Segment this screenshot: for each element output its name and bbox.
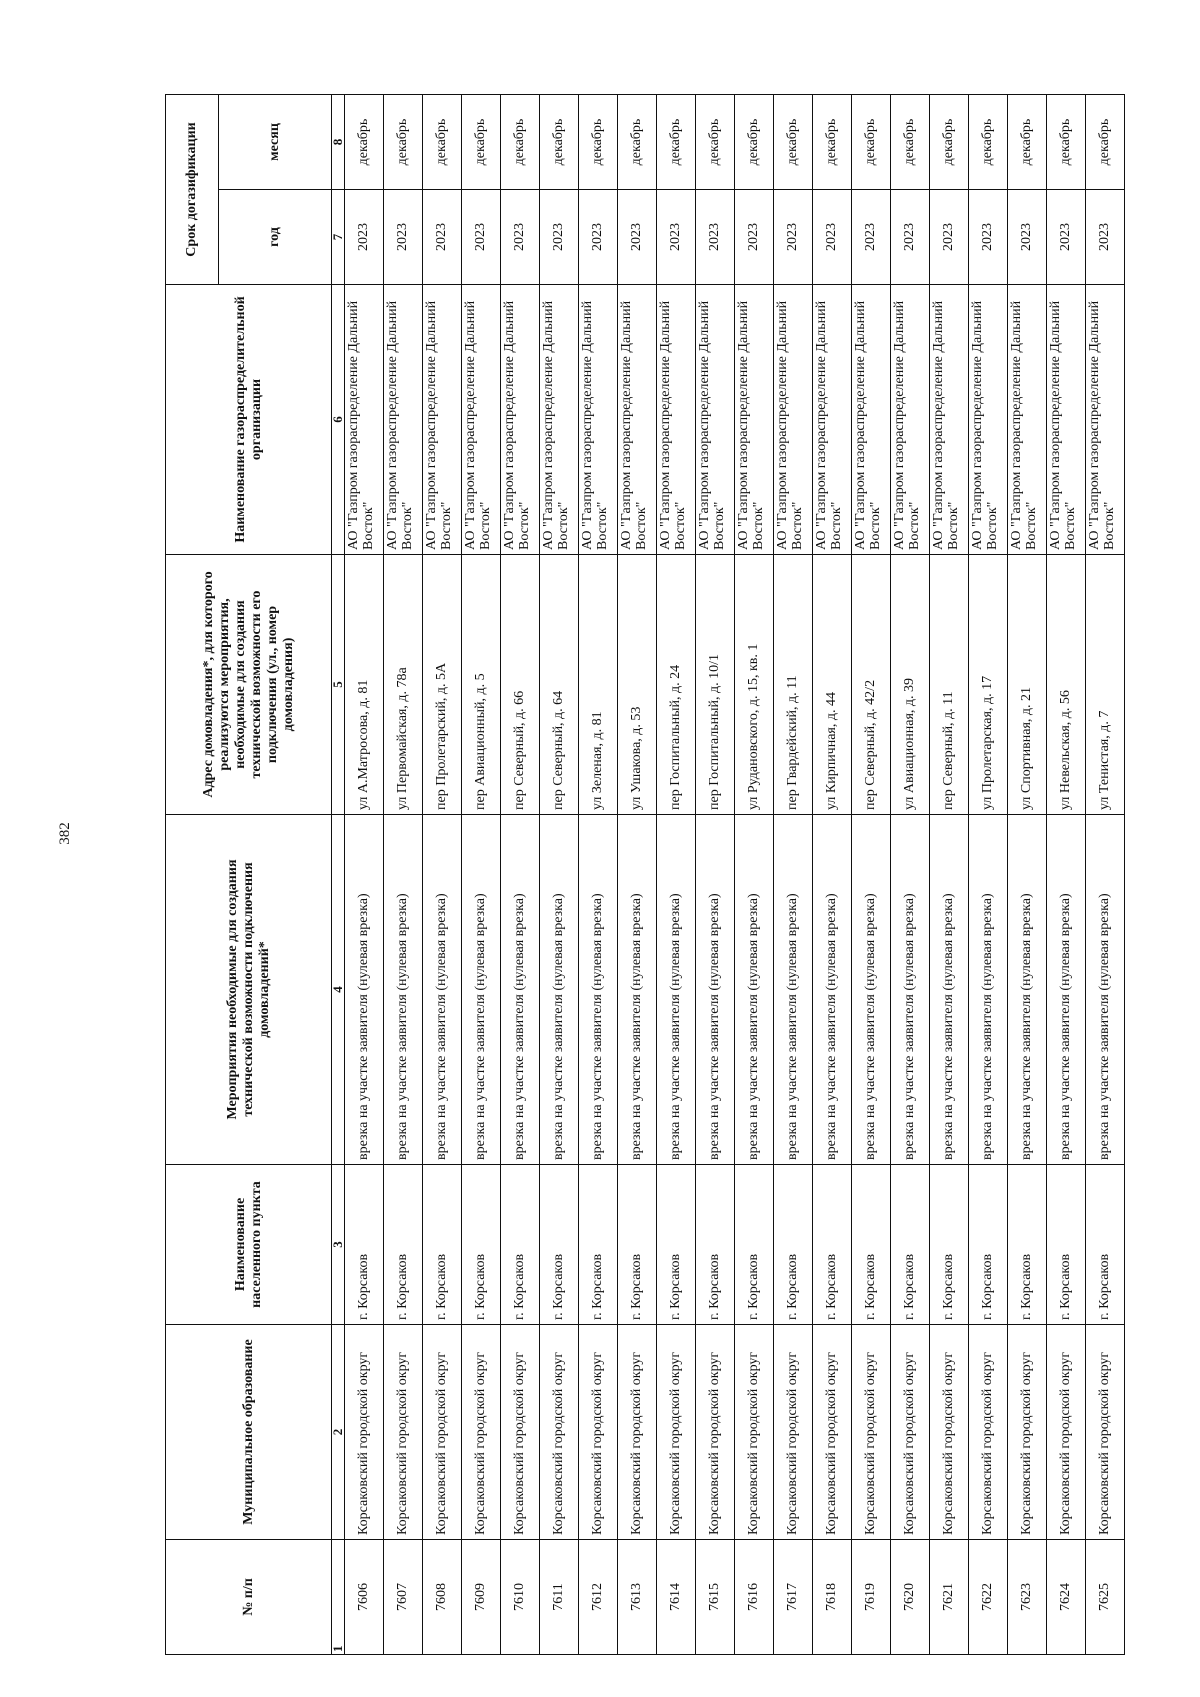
month-cell: декабрь bbox=[735, 95, 774, 190]
address-cell: ул Рудановского, д. 15, кв. 1 bbox=[735, 555, 774, 815]
month-cell: декабрь bbox=[1086, 95, 1125, 190]
row-number: 7612 bbox=[579, 1540, 618, 1655]
settlement-cell: г. Корсаков bbox=[540, 1165, 579, 1325]
month-cell: декабрь bbox=[462, 95, 501, 190]
header-year: год bbox=[219, 190, 332, 285]
month-cell: декабрь bbox=[423, 95, 462, 190]
row-number: 7617 bbox=[774, 1540, 813, 1655]
address-cell: ул Авиационная, д. 39 bbox=[891, 555, 930, 815]
row-number: 7606 bbox=[345, 1540, 384, 1655]
measure-cell: врезка на участке заявителя (нулевая врезка) bbox=[579, 815, 618, 1165]
year-cell: 2023 bbox=[384, 190, 423, 285]
table-row bbox=[1086, 95, 1125, 1655]
measure-cell: врезка на участке заявителя (нулевая врезка) bbox=[384, 815, 423, 1165]
settlement-cell: г. Корсаков bbox=[1047, 1165, 1086, 1325]
settlement-cell: г. Корсаков bbox=[501, 1165, 540, 1325]
month-cell: декабрь bbox=[657, 95, 696, 190]
column-number: 3 bbox=[332, 1165, 345, 1325]
header-measures: Мероприятия необходимые для создания технической возможности подключения домовладений* bbox=[166, 815, 332, 1165]
measure-cell: врезка на участке заявителя (нулевая врезка) bbox=[813, 815, 852, 1165]
organization-cell: АО "Газпром газораспределение Дальний Восток" bbox=[891, 285, 930, 555]
municipality-cell: Корсаковский городской округ bbox=[852, 1325, 891, 1540]
municipality-cell: Корсаковский городской округ bbox=[735, 1325, 774, 1540]
measure-cell: врезка на участке заявителя (нулевая врезка) bbox=[852, 815, 891, 1165]
header-month: месяц bbox=[219, 95, 332, 190]
address-cell: ул Кирпичная, д. 44 bbox=[813, 555, 852, 815]
table-row bbox=[930, 95, 969, 1655]
header-settlement: Наименование населенного пункта bbox=[166, 1165, 332, 1325]
year-cell: 2023 bbox=[423, 190, 462, 285]
month-cell: декабрь bbox=[852, 95, 891, 190]
settlement-cell: г. Корсаков bbox=[462, 1165, 501, 1325]
measure-cell: врезка на участке заявителя (нулевая врезка) bbox=[423, 815, 462, 1165]
table-header bbox=[166, 95, 345, 1655]
address-cell: пер Северный, д. 64 bbox=[540, 555, 579, 815]
settlement-cell: г. Корсаков bbox=[735, 1165, 774, 1325]
year-cell: 2023 bbox=[501, 190, 540, 285]
municipality-cell: Корсаковский городской округ bbox=[1008, 1325, 1047, 1540]
measure-cell: врезка на участке заявителя (нулевая врезка) bbox=[1047, 815, 1086, 1165]
table-row bbox=[384, 95, 423, 1655]
organization-cell: АО "Газпром газораспределение Дальний Восток" bbox=[579, 285, 618, 555]
address-cell: ул Спортивная, д. 21 bbox=[1008, 555, 1047, 815]
column-number: 6 bbox=[332, 285, 345, 555]
month-cell: декабрь bbox=[813, 95, 852, 190]
organization-cell: АО "Газпром газораспределение Дальний Восток" bbox=[462, 285, 501, 555]
settlement-cell: г. Корсаков bbox=[1008, 1165, 1047, 1325]
municipality-cell: Корсаковский городской округ bbox=[774, 1325, 813, 1540]
organization-cell: АО "Газпром газораспределение Дальний Восток" bbox=[657, 285, 696, 555]
month-cell: декабрь bbox=[1008, 95, 1047, 190]
settlement-cell: г. Корсаков bbox=[345, 1165, 384, 1325]
measure-cell: врезка на участке заявителя (нулевая врезка) bbox=[657, 815, 696, 1165]
measure-cell: врезка на участке заявителя (нулевая врезка) bbox=[969, 815, 1008, 1165]
year-cell: 2023 bbox=[696, 190, 735, 285]
table-row bbox=[462, 95, 501, 1655]
header-number: № п/п bbox=[166, 1540, 332, 1655]
municipality-cell: Корсаковский городской округ bbox=[813, 1325, 852, 1540]
municipality-cell: Корсаковский городской округ bbox=[579, 1325, 618, 1540]
table-row bbox=[774, 95, 813, 1655]
month-cell: декабрь bbox=[696, 95, 735, 190]
header-organization: Наименование газораспределительной организации bbox=[166, 285, 332, 555]
municipality-cell: Корсаковский городской округ bbox=[345, 1325, 384, 1540]
measure-cell: врезка на участке заявителя (нулевая врезка) bbox=[462, 815, 501, 1165]
table-row bbox=[501, 95, 540, 1655]
organization-cell: АО "Газпром газораспределение Дальний Восток" bbox=[774, 285, 813, 555]
table-row bbox=[813, 95, 852, 1655]
year-cell: 2023 bbox=[579, 190, 618, 285]
column-number: 5 bbox=[332, 555, 345, 815]
municipality-cell: Корсаковский городской округ bbox=[891, 1325, 930, 1540]
month-cell: декабрь bbox=[618, 95, 657, 190]
month-cell: декабрь bbox=[345, 95, 384, 190]
address-cell: ул Невельская, д. 56 bbox=[1047, 555, 1086, 815]
year-cell: 2023 bbox=[735, 190, 774, 285]
row-number: 7610 bbox=[501, 1540, 540, 1655]
measure-cell: врезка на участке заявителя (нулевая врезка) bbox=[696, 815, 735, 1165]
municipality-cell: Корсаковский городской округ bbox=[696, 1325, 735, 1540]
row-number: 7615 bbox=[696, 1540, 735, 1655]
column-number: 8 bbox=[332, 95, 345, 190]
table-row bbox=[852, 95, 891, 1655]
address-cell: пер Авиационный, д. 5 bbox=[462, 555, 501, 815]
column-number: 4 bbox=[332, 815, 345, 1165]
table-row bbox=[1047, 95, 1086, 1655]
measure-cell: врезка на участке заявителя (нулевая врезка) bbox=[774, 815, 813, 1165]
table-row bbox=[1008, 95, 1047, 1655]
table-row bbox=[891, 95, 930, 1655]
organization-cell: АО "Газпром газораспределение Дальний Восток" bbox=[930, 285, 969, 555]
organization-cell: АО "Газпром газораспределение Дальний Восток" bbox=[1047, 285, 1086, 555]
row-number: 7621 bbox=[930, 1540, 969, 1655]
address-cell: пер Северный, д. 42/2 bbox=[852, 555, 891, 815]
table-row bbox=[579, 95, 618, 1655]
month-cell: декабрь bbox=[1047, 95, 1086, 190]
row-number: 7613 bbox=[618, 1540, 657, 1655]
address-cell: пер Госпитальный, д. 10/1 bbox=[696, 555, 735, 815]
settlement-cell: г. Корсаков bbox=[930, 1165, 969, 1325]
year-cell: 2023 bbox=[891, 190, 930, 285]
row-number: 7608 bbox=[423, 1540, 462, 1655]
year-cell: 2023 bbox=[618, 190, 657, 285]
month-cell: декабрь bbox=[930, 95, 969, 190]
year-cell: 2023 bbox=[930, 190, 969, 285]
organization-cell: АО "Газпром газораспределение Дальний Восток" bbox=[1086, 285, 1125, 555]
row-number: 7619 bbox=[852, 1540, 891, 1655]
row-number: 7616 bbox=[735, 1540, 774, 1655]
year-cell: 2023 bbox=[852, 190, 891, 285]
organization-cell: АО "Газпром газораспределение Дальний Восток" bbox=[735, 285, 774, 555]
table-row bbox=[345, 95, 384, 1655]
year-cell: 2023 bbox=[969, 190, 1008, 285]
header-deadline: Срок догазификации bbox=[166, 95, 219, 285]
header-address: Адрес домовладения*, для которого реализуются мероприятия, необходимые для создания технической возможности его подключения (ул., номер домовладения) bbox=[166, 555, 332, 815]
address-cell: пер Госпитальный, д. 24 bbox=[657, 555, 696, 815]
municipality-cell: Корсаковский городской округ bbox=[384, 1325, 423, 1540]
measure-cell: врезка на участке заявителя (нулевая врезка) bbox=[891, 815, 930, 1165]
table-body bbox=[345, 95, 1125, 1655]
address-cell: пер Северный, д. 66 bbox=[501, 555, 540, 815]
row-number: 7625 bbox=[1086, 1540, 1125, 1655]
measure-cell: врезка на участке заявителя (нулевая врезка) bbox=[930, 815, 969, 1165]
address-cell: ул А.Матросова, д. 81 bbox=[345, 555, 384, 815]
municipality-cell: Корсаковский городской округ bbox=[1047, 1325, 1086, 1540]
row-number: 7623 bbox=[1008, 1540, 1047, 1655]
measure-cell: врезка на участке заявителя (нулевая врезка) bbox=[1008, 815, 1047, 1165]
address-cell: пер Северный, д. 11 bbox=[930, 555, 969, 815]
organization-cell: АО "Газпром газораспределение Дальний Восток" bbox=[618, 285, 657, 555]
measure-cell: врезка на участке заявителя (нулевая врезка) bbox=[540, 815, 579, 1165]
column-number: 2 bbox=[332, 1325, 345, 1540]
table-row bbox=[540, 95, 579, 1655]
month-cell: декабрь bbox=[774, 95, 813, 190]
organization-cell: АО "Газпром газораспределение Дальний Восток" bbox=[1008, 285, 1047, 555]
address-cell: пер Гвардейский, д. 11 bbox=[774, 555, 813, 815]
municipality-cell: Корсаковский городской округ bbox=[618, 1325, 657, 1540]
measure-cell: врезка на участке заявителя (нулевая врезка) bbox=[1086, 815, 1125, 1165]
organization-cell: АО "Газпром газораспределение Дальний Восток" bbox=[501, 285, 540, 555]
column-number: 7 bbox=[332, 190, 345, 285]
municipality-cell: Корсаковский городской округ bbox=[462, 1325, 501, 1540]
settlement-cell: г. Корсаков bbox=[813, 1165, 852, 1325]
organization-cell: АО "Газпром газораспределение Дальний Восток" bbox=[852, 285, 891, 555]
settlement-cell: г. Корсаков bbox=[969, 1165, 1008, 1325]
municipality-cell: Корсаковский городской округ bbox=[1086, 1325, 1125, 1540]
month-cell: декабрь bbox=[501, 95, 540, 190]
address-cell: ул Пролетарская, д. 17 bbox=[969, 555, 1008, 815]
year-cell: 2023 bbox=[1047, 190, 1086, 285]
document-sheet bbox=[165, 95, 1117, 1655]
year-cell: 2023 bbox=[345, 190, 384, 285]
year-cell: 2023 bbox=[462, 190, 501, 285]
table-row bbox=[696, 95, 735, 1655]
organization-cell: АО "Газпром газораспределение Дальний Восток" bbox=[423, 285, 462, 555]
organization-cell: АО "Газпром газораспределение Дальний Восток" bbox=[540, 285, 579, 555]
year-cell: 2023 bbox=[774, 190, 813, 285]
measure-cell: врезка на участке заявителя (нулевая врезка) bbox=[735, 815, 774, 1165]
table-row bbox=[657, 95, 696, 1655]
organization-cell: АО "Газпром газораспределение Дальний Восток" bbox=[969, 285, 1008, 555]
measure-cell: врезка на участке заявителя (нулевая врезка) bbox=[618, 815, 657, 1165]
address-cell: ул Первомайская, д. 78а bbox=[384, 555, 423, 815]
month-cell: декабрь bbox=[540, 95, 579, 190]
month-cell: декабрь bbox=[579, 95, 618, 190]
year-cell: 2023 bbox=[540, 190, 579, 285]
table-row bbox=[735, 95, 774, 1655]
address-cell: пер Пролетарский, д. 5А bbox=[423, 555, 462, 815]
gasification-table bbox=[165, 94, 1125, 1655]
measure-cell: врезка на участке заявителя (нулевая врезка) bbox=[345, 815, 384, 1165]
page-number: 382 bbox=[56, 822, 73, 845]
settlement-cell: г. Корсаков bbox=[423, 1165, 462, 1325]
year-cell: 2023 bbox=[1086, 190, 1125, 285]
table-row bbox=[969, 95, 1008, 1655]
municipality-cell: Корсаковский городской округ bbox=[501, 1325, 540, 1540]
table-row bbox=[423, 95, 462, 1655]
month-cell: декабрь bbox=[891, 95, 930, 190]
row-number: 7614 bbox=[657, 1540, 696, 1655]
municipality-cell: Корсаковский городской округ bbox=[969, 1325, 1008, 1540]
table-row bbox=[618, 95, 657, 1655]
settlement-cell: г. Корсаков bbox=[657, 1165, 696, 1325]
municipality-cell: Корсаковский городской округ bbox=[423, 1325, 462, 1540]
row-number: 7618 bbox=[813, 1540, 852, 1655]
row-number: 7624 bbox=[1047, 1540, 1086, 1655]
organization-cell: АО "Газпром газораспределение Дальний Восток" bbox=[696, 285, 735, 555]
organization-cell: АО "Газпром газораспределение Дальний Восток" bbox=[813, 285, 852, 555]
column-number: 1 bbox=[332, 1540, 345, 1655]
header-municipality: Муниципальное образование bbox=[166, 1325, 332, 1540]
row-number: 7622 bbox=[969, 1540, 1008, 1655]
settlement-cell: г. Корсаков bbox=[618, 1165, 657, 1325]
year-cell: 2023 bbox=[1008, 190, 1047, 285]
settlement-cell: г. Корсаков bbox=[1086, 1165, 1125, 1325]
settlement-cell: г. Корсаков bbox=[774, 1165, 813, 1325]
settlement-cell: г. Корсаков bbox=[852, 1165, 891, 1325]
settlement-cell: г. Корсаков bbox=[891, 1165, 930, 1325]
organization-cell: АО "Газпром газораспределение Дальний Восток" bbox=[345, 285, 384, 555]
municipality-cell: Корсаковский городской округ bbox=[930, 1325, 969, 1540]
year-cell: 2023 bbox=[813, 190, 852, 285]
settlement-cell: г. Корсаков bbox=[696, 1165, 735, 1325]
row-number: 7609 bbox=[462, 1540, 501, 1655]
municipality-cell: Корсаковский городской округ bbox=[540, 1325, 579, 1540]
address-cell: ул Тенистая, д. 7 bbox=[1086, 555, 1125, 815]
month-cell: декабрь bbox=[969, 95, 1008, 190]
row-number: 7607 bbox=[384, 1540, 423, 1655]
municipality-cell: Корсаковский городской округ bbox=[657, 1325, 696, 1540]
row-number: 7611 bbox=[540, 1540, 579, 1655]
measure-cell: врезка на участке заявителя (нулевая врезка) bbox=[501, 815, 540, 1165]
settlement-cell: г. Корсаков bbox=[384, 1165, 423, 1325]
row-number: 7620 bbox=[891, 1540, 930, 1655]
column-number-row bbox=[332, 95, 345, 1655]
address-cell: ул Зеленая, д. 81 bbox=[579, 555, 618, 815]
settlement-cell: г. Корсаков bbox=[579, 1165, 618, 1325]
month-cell: декабрь bbox=[384, 95, 423, 190]
year-cell: 2023 bbox=[657, 190, 696, 285]
organization-cell: АО "Газпром газораспределение Дальний Восток" bbox=[384, 285, 423, 555]
address-cell: ул Ушакова, д. 53 bbox=[618, 555, 657, 815]
